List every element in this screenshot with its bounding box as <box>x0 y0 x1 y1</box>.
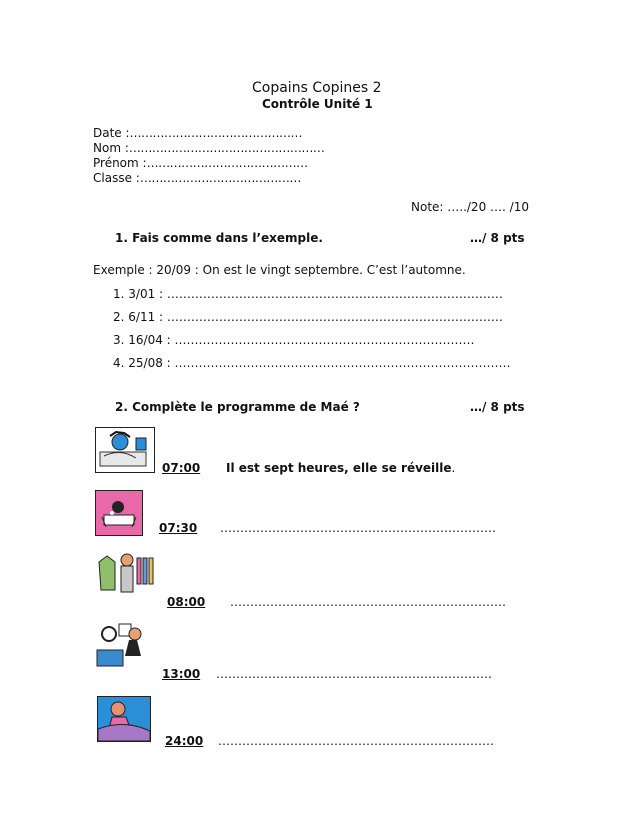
item-answer-line[interactable]: 3/01 : ………………………………………………………………………… <box>128 287 503 301</box>
date-label: Date : <box>93 126 130 140</box>
classe-blank[interactable]: …………………………………… <box>139 171 301 185</box>
section2-points: …/ 8 pts <box>470 400 525 414</box>
page-subtitle: Contrôle Unité 1 <box>262 97 373 111</box>
school-clipart <box>95 622 151 670</box>
schedule-answer[interactable]: …………………………………………………………… <box>216 667 492 681</box>
schedule-answer[interactable]: …………………………………………………………… <box>230 595 506 609</box>
time-label: 08:00 <box>167 595 206 609</box>
item-answer-line[interactable]: 16/04 : ………………………………………………………………… <box>128 333 475 347</box>
prenom-label: Prénom : <box>93 156 147 170</box>
schedule-answer[interactable]: …………………………………………………………… <box>218 734 494 748</box>
page-title: Copains Copines 2 <box>252 80 382 96</box>
wake-up-clipart <box>95 427 155 473</box>
section1-points: …/ 8 pts <box>470 231 525 245</box>
nom-blank[interactable]: …………………………………………… <box>128 141 325 155</box>
classe-field <box>93 171 301 185</box>
date-field <box>93 126 302 140</box>
prenom-blank[interactable]: …………………………………… <box>146 156 308 170</box>
item-answer-line[interactable]: 6/11 : ………………………………………………………………………… <box>128 310 503 324</box>
item-answer-line[interactable]: 25/08 : ………………………………………………………………………… <box>128 356 511 370</box>
item-number: 3. <box>113 333 125 347</box>
grade-note: Note: …../20 …. /10 <box>411 200 529 214</box>
nom-field <box>93 141 324 155</box>
item-number: 2. <box>113 310 125 324</box>
schedule-answer[interactable]: …………………………………………………………… <box>220 521 496 535</box>
section2-heading: 2. Complète le programme de Maé ? <box>115 400 360 414</box>
classe-label: Classe : <box>93 171 140 185</box>
exercise-item <box>113 310 503 324</box>
section1-example: Exemple : 20/09 : On est le vingt septembre. C’est l’automne. <box>93 263 466 277</box>
exercise-item <box>113 356 511 370</box>
section1-heading: 1. Fais comme dans l’exemple. <box>115 231 323 245</box>
item-number: 1. <box>113 287 125 301</box>
item-number: 4. <box>113 356 125 370</box>
sleep-clipart <box>97 696 151 742</box>
time-label: 13:00 <box>162 667 201 681</box>
exercise-item <box>113 333 475 347</box>
getting-dressed-clipart <box>95 550 157 602</box>
time-label: 07:30 <box>159 521 198 535</box>
prenom-field <box>93 156 308 170</box>
bath-clipart <box>95 490 143 536</box>
exercise-item <box>113 287 503 301</box>
time-label: 07:00 <box>162 461 201 475</box>
time-label: 24:00 <box>165 734 204 748</box>
schedule-answer: Il est sept heures, elle se réveille. <box>226 461 456 475</box>
nom-label: Nom : <box>93 141 129 155</box>
date-blank[interactable]: ……………………………………… <box>129 126 303 140</box>
